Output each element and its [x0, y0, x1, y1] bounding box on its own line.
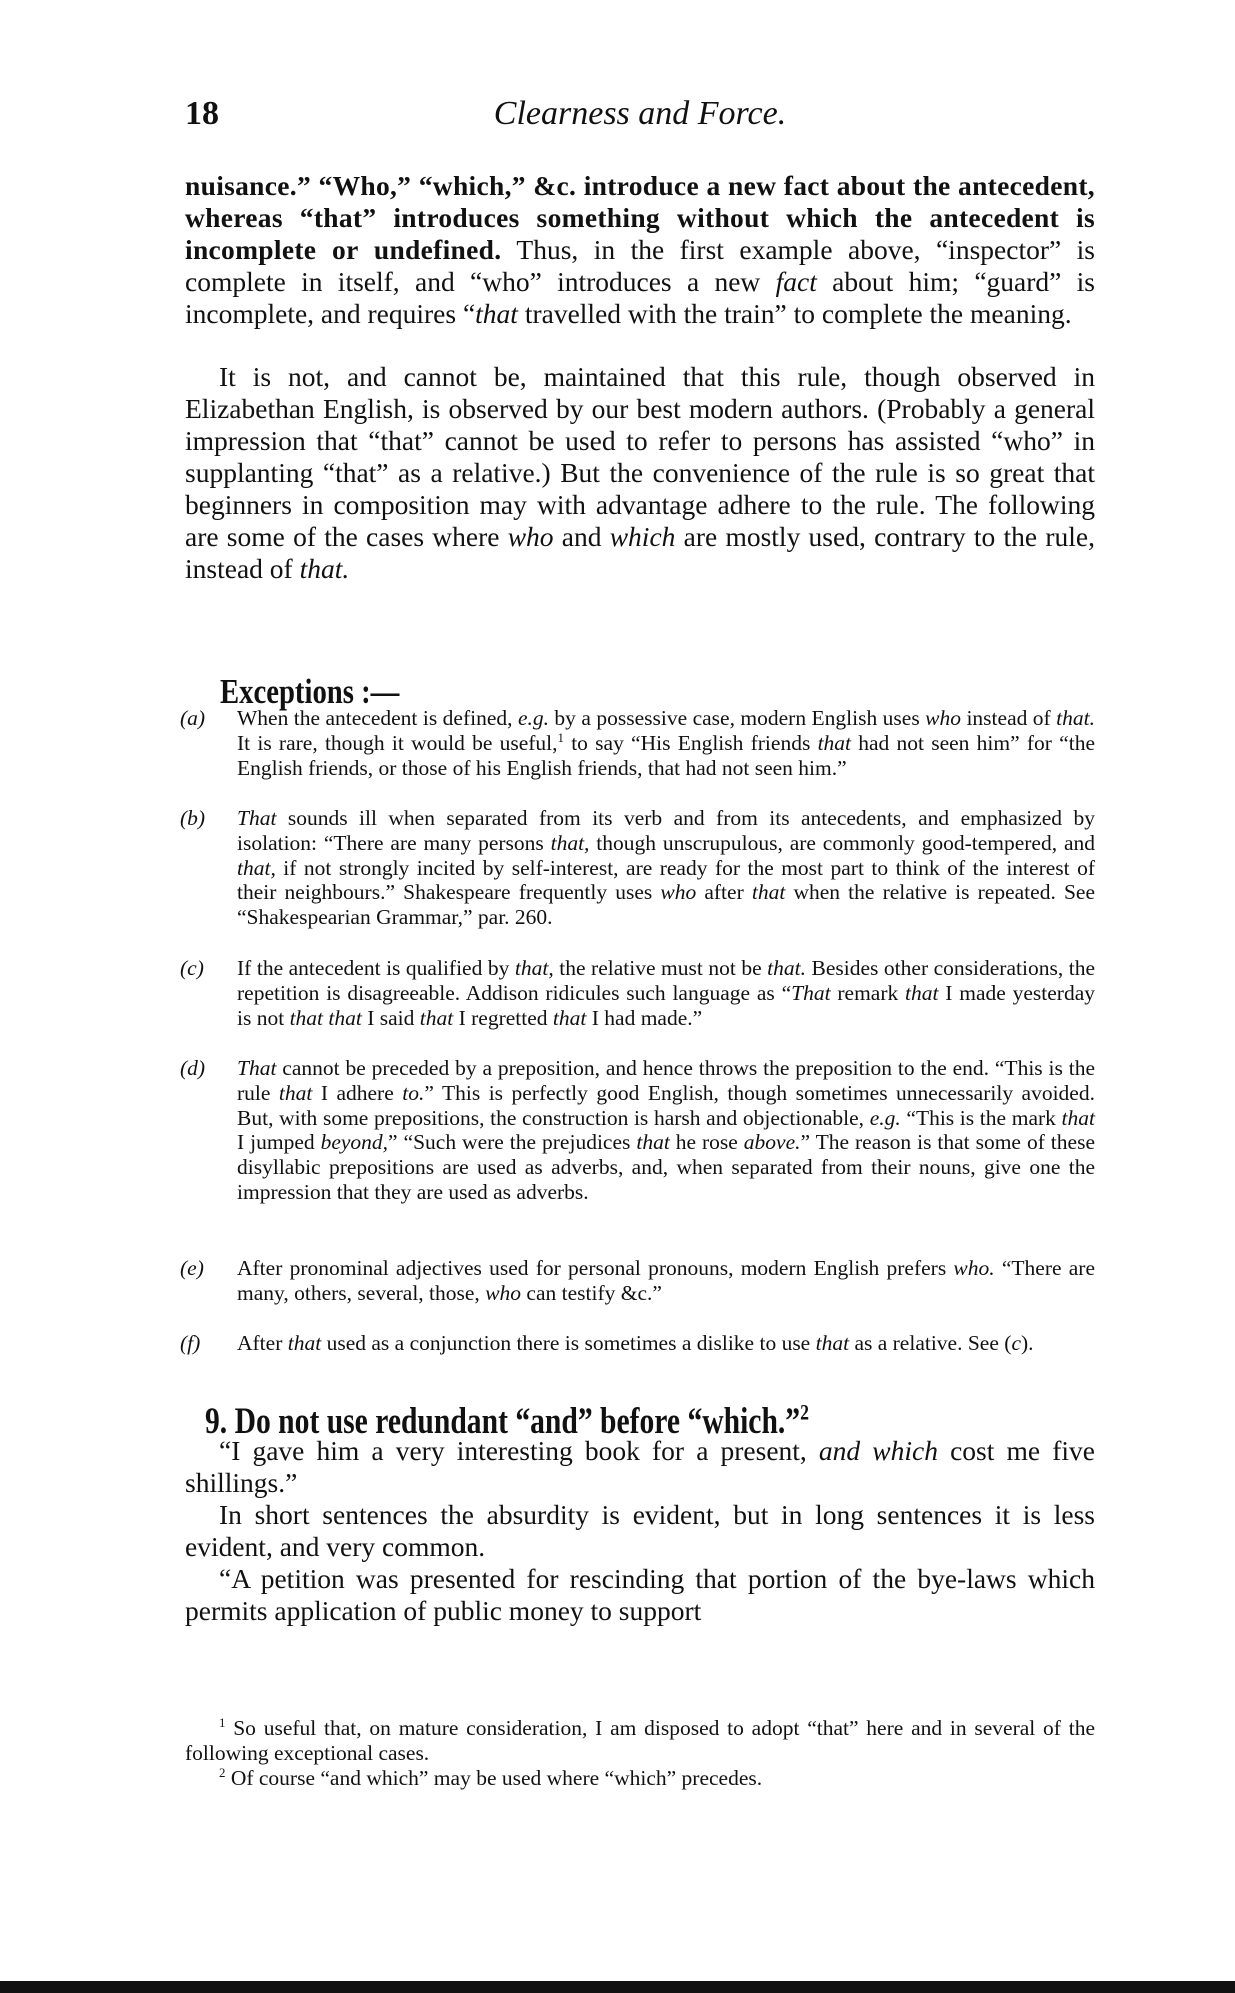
- exception-item: [180, 1256, 1095, 1306]
- footnote-text: So useful that, on mature consideration, I am disposed to adopt “that” here and in several of the following exceptional cases.: [185, 1716, 1095, 1765]
- exception-label: (c): [180, 956, 204, 980]
- paragraph: [185, 1563, 1095, 1627]
- text-run: that,: [514, 956, 554, 980]
- text-run: to say “His English friends: [563, 730, 818, 755]
- text-run: the relative must not be: [553, 956, 768, 980]
- text-run: above.: [743, 1130, 801, 1155]
- exception-item: [180, 1056, 1095, 1205]
- exception-label: (b): [180, 806, 206, 830]
- footnote-mark: 2: [219, 1765, 226, 1780]
- text-run: “A petition was presented for rescinding that portion of the bye-laws which permits application of public money to support: [185, 1563, 1095, 1626]
- paragraph: [185, 1435, 1095, 1499]
- text-run: travelled with the train” to complete the meaning.: [517, 298, 1072, 329]
- page-number: 18: [185, 95, 219, 132]
- text-run: that: [278, 1080, 313, 1105]
- paragraph: [185, 361, 1095, 585]
- text-run: In short sentences the absurdity is evident, but in long sentences it is less evident, and very common.: [185, 1499, 1095, 1562]
- text-run: after: [696, 880, 752, 905]
- text-run: had not seen him” for “the English friends, or those of his English friends, that had not seen him.”: [237, 730, 1095, 780]
- text-run: cost me five shillings.”: [185, 1435, 1095, 1498]
- footnote-ref: 2: [800, 1399, 809, 1425]
- text-run: ” This is perfectly good English, though sometimes unnecessarily avoided. But, with some prepositions, the construction is harsh and objectionable,: [237, 1080, 1095, 1130]
- text-run: who: [925, 706, 962, 730]
- text-run: about him; “guard” is incomplete, and requires “: [185, 266, 1095, 329]
- exception-text: [237, 1256, 1095, 1306]
- text-run: e.g.: [517, 706, 549, 730]
- text-run: That: [237, 806, 277, 830]
- exception-label: (a): [180, 706, 206, 730]
- exception-item: [180, 956, 1095, 1030]
- text-run: I adhere: [312, 1080, 403, 1105]
- text-run: It is not, and cannot be, maintained that this rule, though observed in Elizabethan English, is observed by our best modern authors. (Probably a general impression that “that” cannot be used to refer to persons has assisted “who” in supplanting “that” as a relative.) But the convenience of the rule is so great that beginners in composition may with advantage adhere to the rule. The following are some of the cases where: [185, 361, 1095, 552]
- exception-text: [237, 956, 1095, 1030]
- footnote: [185, 1716, 1095, 1766]
- text-run: “There are many, others, several, those,: [237, 1256, 1095, 1305]
- text-run: that: [905, 980, 939, 1005]
- text-run: Besides other considerations, the repetition is disagreeable. Addison ridicules such language as “: [237, 956, 1095, 1005]
- text-run: that: [475, 298, 518, 329]
- text-run: that: [1061, 1105, 1095, 1130]
- text-run: Thus, in the first example above, “inspector” is complete in itself, and “who” introduces a new: [185, 234, 1095, 297]
- text-run: that.: [1056, 706, 1095, 730]
- text-run: to.: [402, 1080, 425, 1105]
- text-run: that,: [550, 830, 590, 855]
- text-run: sounds ill when separated from its verb and from its antecedents, and emphasized by isolation: “There are many persons: [237, 806, 1095, 855]
- exception-text: [237, 706, 1095, 780]
- paragraph: [185, 1499, 1095, 1563]
- text-run: though unscrupulous, are commonly good-tempered, and: [589, 830, 1095, 855]
- text-run: After pronominal adjectives used for personal pronouns, modern English prefers: [237, 1256, 954, 1280]
- text-run: That: [791, 980, 831, 1005]
- text-run: When the antecedent is defined,: [237, 706, 518, 730]
- text-run: “I gave him a very interesting book for a present,: [219, 1435, 819, 1466]
- text-run: ” “Such were the prejudices: [388, 1130, 637, 1155]
- text-run: and which: [818, 1435, 938, 1466]
- footnote-text: Of course “and which” may be used where “which” precedes.: [225, 1766, 763, 1790]
- text-run: nuisance.” “Who,” “which,” &c. introduce a new fact about the antecedent, whereas “that” introduces something without which the antecedent is incomplete or undefined.: [185, 170, 1095, 265]
- exception-label: (d): [180, 1056, 206, 1080]
- text-run: “This is the mark: [900, 1105, 1062, 1130]
- text-run: That: [237, 1056, 277, 1080]
- text-run: I jumped: [237, 1130, 321, 1155]
- text-run: If the antecedent is qualified by: [237, 956, 515, 980]
- text-run: by a possessive case, modern English uses: [548, 706, 926, 730]
- footnote-ref: 1: [557, 730, 564, 745]
- text-run: that: [287, 1331, 322, 1355]
- text-run: ).: [1020, 1331, 1034, 1355]
- text-run: c: [1011, 1331, 1021, 1355]
- text-run: he rose: [669, 1130, 744, 1155]
- text-run: which: [609, 521, 676, 552]
- text-run: that that: [289, 1005, 362, 1030]
- footnote-mark: 1: [219, 1715, 226, 1730]
- text-run: that: [815, 1331, 850, 1355]
- text-run: that.: [299, 553, 350, 584]
- text-run: fact: [775, 266, 817, 297]
- text-run: that: [419, 1005, 454, 1030]
- text-run: used as a conjunction there is sometimes a dislike to use: [321, 1331, 816, 1355]
- text-run: It is rare, though it would be useful,: [237, 730, 558, 755]
- text-run: when the relative is repeated. See “Shakespearian Grammar,” par. 260.: [237, 880, 1095, 930]
- text-run: ” The reason is that some of these disyllabic prepositions are used as adverbs, and, when separated from their nouns, give one the impression that they are used as adverbs.: [237, 1130, 1095, 1204]
- text-run: that,: [237, 855, 276, 880]
- paragraph: [185, 170, 1095, 330]
- exception-item: [180, 806, 1095, 930]
- text-run: After: [237, 1331, 288, 1355]
- exception-text: [237, 1056, 1095, 1205]
- exception-text: [237, 1331, 1095, 1356]
- text-run: e.g.: [869, 1105, 901, 1130]
- text-run: are mostly used, contrary to the rule, instead of: [185, 521, 1095, 584]
- text-run: who: [660, 880, 697, 905]
- exception-label: (f): [180, 1331, 201, 1355]
- exception-text: [237, 806, 1095, 930]
- exceptions-heading: Exceptions :—: [220, 672, 400, 711]
- text-run: who: [485, 1280, 522, 1305]
- exception-item: [180, 706, 1095, 780]
- text-run: cannot be preceded by a preposition, and hence throws the preposition to the end. “This is the rule: [237, 1056, 1095, 1105]
- exception-label: (e): [180, 1256, 204, 1280]
- text-run: remark: [830, 980, 906, 1005]
- text-run: that: [751, 880, 786, 905]
- text-run: I made yesterday is not: [237, 980, 1095, 1030]
- text-run: who.: [953, 1256, 995, 1280]
- text-run: who: [507, 521, 554, 552]
- page-edge-rule: [0, 1976, 1235, 1993]
- section-heading-text: 9. Do not use redundant “and” before “which.”: [205, 1401, 801, 1442]
- text-run: I had made.”: [586, 1005, 703, 1030]
- running-title: Clearness and Force.: [493, 95, 787, 132]
- text-run: I regretted: [453, 1005, 553, 1030]
- text-run: and: [553, 521, 610, 552]
- text-run: beyond,: [320, 1130, 389, 1155]
- text-run: if not strongly incited by self-interest, are ready for the most part to think of the interest of their neighbours.” Shakespeare frequently uses: [237, 855, 1095, 905]
- text-run: that: [636, 1130, 670, 1155]
- text-run: instead of: [961, 706, 1057, 730]
- text-run: that: [817, 730, 852, 755]
- footnote: [185, 1766, 1095, 1791]
- text-run: as a relative. See (: [849, 1331, 1012, 1355]
- text-run: that.: [767, 956, 806, 980]
- text-run: can testify &c.”: [521, 1280, 662, 1305]
- text-run: I said: [361, 1005, 420, 1030]
- page-header: [185, 95, 1095, 139]
- text-run: that: [552, 1005, 587, 1030]
- exception-item: [180, 1331, 1095, 1356]
